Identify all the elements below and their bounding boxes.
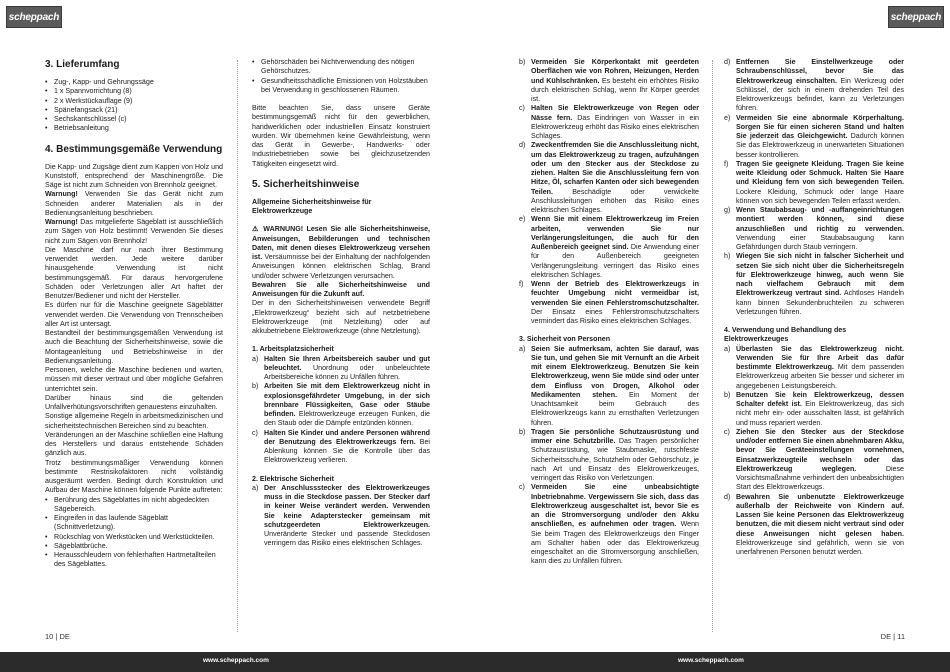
list-item: b) Benutzen Sie kein Elektrowerkzeug, dessen Schalter defekt ist. Ein Elektrowerkzeug, das sich nicht mehr ein- oder ausschalten lässt, ist gefährlich und muss repariert werden. [724,390,904,427]
item-bold: Wenn der Betrieb des Elektrowerkzeugs in feuchter Umgebung nicht vermeidbar ist, verwenden Sie einen Fehlerstromschutzschalter. [531,280,699,307]
list-item: h) Wiegen Sie sich nicht in falscher Sicherheit und setzen Sie sich nicht über die Sicherheitsregeln für Elektrowerkzeuge hinweg, auch wenn Sie nach vielfachem Gebrauch mit dem Elektrowerkzeug vertraut sind. Achtloses Handeln kann binnen Sekundenbruchteilen zu schweren Verletzungen führen. [724,252,904,316]
list-item: a) Seien Sie aufmerksam, achten Sie darauf, was Sie tun, und gehen Sie mit Vernunft an die Arbeit mit einem Elektrowerkzeug. Benutzen Sie kein Elektrowerkzeug, wenn Sie müde sind oder unter dem Einfluss von Drogen, Alkohol oder Medikamenten stehen. Ein Moment der Unachtsamkeit beim Gebrauch des Elektrowerkzeugs kann zu ernsthaften Verletzungen führen. [519,344,699,427]
subsection-title: 2. Elektrische Sicherheit [252,474,335,483]
item-bold: Der Anschlussstecker des Elektrowerkzeuges muss in die Steckdose passen. Der Stecker darf in keiner Weise verändert werden. Verwenden Sie keine Adapterstecker gemeinsam mit schutzgeerdeten Elektrowerkzeugen. [264,483,430,529]
list-item: d) Bewahren Sie unbenutzte Elektrowerkzeuge außerhalb der Reichweite von Kindern auf. Lassen Sie keine Personen das Elektrowerkzeug benutzen, die mit diesem nicht vertraut sind oder diese Anweisungen nicht gelesen haben. Elektrowerkzeuge sind gefährlich, wenn sie von unerfahrenen Personen benutzt werden. [724,492,904,556]
item-text: Der Einsatz eines Fehlerstromschutzschalters vermindert das Risiko eines elektrischen Schlages. [531,307,699,325]
item-text: Achtloses Handeln kann binnen Sekundenbruchteilen zu schweren Verletzungen führen. [736,289,904,316]
list-item: • Spänefangsack (21) [45,106,223,115]
list-item: f) Tragen Sie geeignete Kleidung. Tragen Sie keine weite Kleidung oder Schmuck. Halten Sie Haare und Kleidung fern von sich bewegenden Teilen. Lockere Kleidung, Schmuck oder lange Haare können von sich bewegenden Teilen erfasst werden. [724,159,904,205]
item-bold: Seien Sie aufmerksam, achten Sie darauf, was Sie tun, und gehen Sie mit Vernunft an die Arbeit mit einem Elektrowerkzeug. Benutzen Sie kein Elektrowerkzeug, wenn Sie müde sind oder unter dem Einfluss von Drogen, Alkohol oder Medikamenten stehen. [531,344,699,399]
list-item: • Gehörschäden bei Nichtverwendung des nötigen Gehörschutzes. [252,58,430,77]
column-divider [712,60,713,632]
item-bold: Vermeiden Sie Körperkontakt mit geerdeten Oberflächen wie von Rohren, Heizungen, Herden und Kühlschränken. [531,58,699,85]
subsection-title: 3. Sicherheit von Personen [519,335,611,344]
item-text: Ein Werkzeug oder Schlüssel, der sich in einem drehenden Teil des Elektrowerkzeugs befindet, kann zu Verletzungen führen. [736,76,904,113]
list-item: • Sägeblattbrüche. [45,542,223,551]
item-bold: Ziehen Sie den Stecker aus der Steckdose und/oder entfernen Sie einen abnehmbaren Akku, bevor Sie Geräteeinstellungen vornehmen, Einsatzwerkzeugteile wechseln oder das Elektrowerkzeug weglegen. [736,427,904,473]
item-bold: Bewahren Sie unbenutzte Elektrowerkzeuge außerhalb der Reichweite von Kindern auf. Lassen Sie keine Personen das Elektrowerkzeug benutzen, die mit diesem nicht vertraut sind oder diese Anweisungen nicht gelesen haben. [736,492,904,538]
list-item: • Herausschleudern von fehlerhaften Hartmetallteilen des Sägeblattes. [45,551,223,570]
warning-text: Versäumnisse bei der Einhaltung der nachfolgenden Anweisungen können elektrischen Schlag, Brand und/oder schwere Verletzungen verursachen. [252,253,430,280]
column-divider [237,60,238,632]
footer-bar [475,652,950,672]
logo-text: scheppach [890,11,942,23]
item-text: Diese Vorsichtsmaßnahme verhindert den unbeabsichtigten Start des Elektrowerkzeugs. [736,464,904,492]
list-item: d) Entfernen Sie Einstellwerkzeuge oder Schraubenschlüssel, bevor Sie das Elektrowerkzeug einschalten. Ein Werkzeug oder Schlüssel, der sich in einem drehenden Teil des Elektrowerkzeugs befindet, kann zu Verletzungen führen. [724,58,904,113]
list-item: • Eingreifen in das laufende Sägeblatt (Schnittverletzung). [45,514,223,533]
scheppach-logo [6,6,62,28]
item-text: Bei Ablenkung können Sie die Kontrolle über das Elektrowerkzeug verlieren. [264,437,430,465]
item-bold: Wenn Staubabsaug- und -auffangeinrichtungen montiert werden können, sind diese anzuschließen und richtig zu verwenden. [736,206,904,233]
list-item: g) Wenn Staubabsaug- und -auffangeinrichtungen montiert werden können, sind diese anzuschließen und richtig zu verwenden. Verwendung einer Staubabsaugung kann Gefährdungen durch Staub verringern. [724,206,904,251]
left-column-2 [252,58,430,549]
item-bold: Überlasten Sie das Elektrowerkzeug nicht. Verwenden Sie für Ihre Arbeit das dafür bestimmte Elektrowerkzeug. [736,344,904,371]
item-bold: Arbeiten Sie mit dem Elektrowerkzeug nicht in explosionsgefährdeter Umgebung, in der sich brennbare Flüssigkeiten, Gase oder Stäube befinden. [264,382,430,418]
list-item: d) Zweckentfremden Sie die Anschlussleitung nicht, um das Elektrowerkzeug zu tragen, aufzuhängen oder um den Stecker aus der Steckdose zu ziehen. Halten Sie die Anschlussleitung fern von Hitze, Öl, scharfen Kanten oder sich bewegenden Teilen. Beschädigte oder verwickelte Anschlussleitungen erhöhen das Risiko eines elektrischen Schlages. [519,141,699,214]
item-bold: Benutzen Sie kein Elektrowerkzeug, dessen Schalter defekt ist. [736,390,904,408]
subsection-title: 4. Verwendung und Behandlung des Elektrowerkzeuges [724,326,847,344]
paragraph: Bestandteil der bestimmungsgemäßen Verwendung ist auch die Beachtung der Sicherheitshinweise, sowie die Montageanleitung und Betriebshinweise in der Bedienungsanleitung. [45,329,223,365]
list-item: e) Wenn Sie mit einem Elektrowerkzeug im Freien arbeiten, verwenden Sie nur Verlängerungsleitungen, die auch für den Außenbereich geeignet sind. Die Anwendung einer für den Außenbereich geeigneten Verlängerungsleitung verringert das Risiko eines elektrischen Schlages. [519,215,699,279]
item-text: Ein Moment der Unachtsamkeit beim Gebrauch des Elektrowerkzeugs kann zu ernsthaften Verletzungen führen. [531,390,699,427]
list-item: • Gesundheitsschädliche Emissionen von Holzstäuben bei Verwendung in geschlossenen Räumen. [252,77,430,96]
list-item: c) Ziehen Sie den Stecker aus der Steckdose und/oder entfernen Sie einen abnehmbaren Akku, bevor Sie Geräteeinstellungen vornehmen, Einsatzwerkzeugteile wechseln oder das Elektrowerkzeug weglegen. Diese Vorsichtsmaßnahme verhindert den unbeabsichtigten Start des Elektrowerkzeugs. [724,427,904,492]
list-item: • Berührung des Sägeblattes im nicht abgedeckten Sägebereich. [45,496,223,515]
keep-instructions: Bewahren Sie alle Sicherheitshinweise und Anweisungen für die Zukunft auf. [252,280,430,298]
list-item: • 2 x Werkstückauflage (9) [45,97,223,106]
list-item: a) Überlasten Sie das Elektrowerkzeug nicht. Verwenden Sie für Ihre Arbeit das dafür bestimmte Elektrowerkzeug. Mit dem passenden Elektrowerkzeug arbeiten Sie besser und sicherer im angegebenen Leistungsbereich. [724,344,904,390]
list-item: b) Arbeiten Sie mit dem Elektrowerkzeug nicht in explosionsgefährdeter Umgebung, in der sich brennbare Flüssigkeiten, Gase oder Stäube befinden. Elektrowerkzeuge erzeugen Funken, die den Staub oder die Dämpfe entzünden können. [252,382,430,428]
list-item: e) Vermeiden Sie eine abnormale Körperhaltung. Sorgen Sie für einen sicheren Stand und halten Sie jederzeit das Gleichgewicht. Dadurch können Sie das Elektrowerkzeug in unerwarteten Situationen besser kontrollieren. [724,113,904,159]
right-column-2 [724,58,904,557]
paragraph: Es dürfen nur für die Maschine geeignete Sägeblätter verwendet werden. Die Verwendung von Trennscheiben aller Art ist untersagt. [45,301,223,328]
item-text: Elektrowerkzeuge erzeugen Funken, die den Staub oder die Dämpfe entzünden können. [264,410,430,428]
item-text: Lockere Kleidung, Schmuck oder lange Haare können von sich bewegenden Teilen erfasst werden. [736,187,904,205]
item-text: Beschädigte oder verwickelte Anschlussleitungen erhöhen das Risiko eines elektrischen Schlages. [531,187,699,214]
warning-paragraph [45,190,223,218]
list-item: f) Wenn der Betrieb des Elektrowerkzeugs in feuchter Umgebung nicht vermeidbar ist, verwenden Sie einen Fehlerstromschutzschalter. Der Einsatz eines Fehlerstromschutzschalters vermindert das Risiko eines elektrischen Schlages. [519,280,699,325]
paragraph: Sonstige allgemeine Regeln in arbeitsmedizinischen und sicherheitstechnischen Bereichen sind zu beachten. [45,412,223,430]
right-column-1 [519,58,699,567]
item-bold: Entfernen Sie Einstellwerkzeuge oder Schraubenschlüssel, bevor Sie das Elektrowerkzeug einschalten. [736,58,904,85]
list-item: • Sechskantschlüssel (c) [45,115,223,124]
item-text: Mit dem passenden Elektrowerkzeug arbeiten Sie besser und sicherer im angegebenen Leistungsbereich. [736,363,904,390]
paragraph: Personen, welche die Maschine bedienen und warten, müssen mit dieser vertraut und über mögliche Gefahren unterrichtet sein. [45,366,223,393]
list-item: a) Der Anschlussstecker des Elektrowerkzeuges muss in die Steckdose passen. Der Stecker darf in keiner Weise verändert werden. Verwenden Sie keine Adapterstecker gemeinsam mit schutzgeerdeten Elektrowerkzeugen. Unveränderte Stecker und passende Steckdosen verringern das Risiko eines elektrischen Schlages. [252,483,430,548]
list-item: b) Vermeiden Sie Körperkontakt mit geerdeten Oberflächen wie von Rohren, Heizungen, Herden und Kühlschränken. Es besteht ein erhöhtes Risiko durch elektrischen Schlag, wenn Ihr Körper geerdet ist. [519,58,699,103]
left-column-1 [45,58,223,570]
list-item: c) Halten Sie Elektrowerkzeuge von Regen oder Nässe fern. Das Eindringen von Wasser in ein Elektrowerkzeug erhöht das Risiko eines elektrischen Schlages. [519,104,700,140]
paragraph: Bitte beachten Sie, dass unsere Geräte bestimmungsgemäß nicht für den gewerblichen, handwerklichen oder industriellen Einsatz konstruiert wurden. Wir übernehmen keine Gewährleistung, wenn das Gerät in Gewerbe-, Handwerks- oder Industriebetrieben sowie bei gleichzusetzenden Tätigkeiten eingesetzt wird. [252,104,430,168]
page-number: 10 | DE [45,632,70,641]
item-text: Das Tragen persönlicher Schutzausrüstung, wie Staubmaske, rutschfeste Sicherheitsschuhe, Schutzhelm oder Gehörschutz, je nach Art und Einsatz des Elektrowerkzeuges, verringert das Risiko von Verletzungen. [531,437,699,482]
warning-bold: WARNUNG! Lesen Sie alle Sicherheitshinweise, Anweisungen, Bebilderungen und technischen Daten, mit denen dieses Elektrowerkzeug versehen ist. [252,225,430,261]
warning-text: Das mitgelieferte Sägeblatt ist ausschließlich zum Sägen von Holz bestimmt! Verwenden Sie dieses nicht zum Sägen von Brennholz! [45,218,223,245]
paragraph: Trotz bestimmungsmäßiger Verwendung können bestimmte Restrisikofaktoren nicht vollständig ausgeräumt werden. Bedingt durch Konstruktion und Aufbau der Maschine können folgende Punkte auftreten: [45,458,223,495]
item-text: Ein Elektrowerkzeug, das sich nicht mehr ein- oder ausschalten lässt, ist gefährlich und muss repariert werden. [736,400,904,427]
item-text: Elektrowerkzeuge sind gefährlich, wenn sie von unerfahrenen Personen benutzt werden. [736,538,904,556]
item-bold: Tragen Sie geeignete Kleidung. Tragen Sie keine weite Kleidung oder Schmuck. Halten Sie Haare und Kleidung fern von sich bewegenden Teilen. [736,159,904,187]
risk-list [45,496,223,570]
section-title-sicherheitshinweise: 5. Sicherheitshinweise [252,178,360,190]
right-page [475,0,950,672]
item-bold: Vermeiden Sie eine abnormale Körperhaltung. Sorgen Sie für einen sicheren Stand und halten Sie jederzeit das Gleichgewicht. [736,113,904,140]
item-bold: Wenn Sie mit einem Elektrowerkzeug im Freien arbeiten, verwenden Sie nur Verlängerungsleitungen, die auch für den Außenbereich geeignet sind. [531,215,699,251]
item-text: Verwendung einer Staubabsaugung kann Gefährdungen durch Staub verringern. [736,233,904,251]
item-text: Unordnung oder unbeleuchtete Arbeitsbereiche können zu Unfällen führen. [264,363,430,381]
list-item: • 1 x Spannvorrichtung (8) [45,87,223,96]
item-text: Die Anwendung einer für den Außenbereich geeigneten Verlängerungsleitung verringert das Risiko eines elektrischen Schlages. [531,243,699,279]
item-bold: Halten Sie Elektrowerkzeuge von Regen oder Nässe fern. [531,104,699,122]
item-bold: Zweckentfremden Sie die Anschlussleitung nicht, um das Elektrowerkzeug zu tragen, aufzuhängen oder um den Stecker aus der Steckdose zu ziehen. Halten Sie die Anschlussleitung fern von Hitze, Öl, scharfen Kanten oder sich bewegenden Teilen. [531,141,699,196]
delivery-list [45,78,223,134]
paragraph: Die Kapp- und Zugsäge dient zum Kappen von Holz und Kunststoff, entsprechend der Maschinengröße. Die Säge ist nicht zum Schneiden von Brennholz geeignet. [45,162,223,189]
subsection-title: Allgemeine Sicherheitshinweise für Elektrowerkzeuge [252,197,372,215]
warning-triangle-icon: ⚠ [252,225,260,234]
paragraph: Veränderungen an der Maschine schließen eine Haftung des Herstellers und daraus entstehende Schäden gänzlich aus. [45,430,223,458]
list-item: b) Tragen Sie persönliche Schutzausrüstung und immer eine Schutzbrille. Das Tragen persönlicher Schutzausrüstung, wie Staubmaske, rutschfeste Sicherheitsschuhe, Schutzhelm oder Gehörschutz, je nach Art und Einsatz des Elektrowerkzeuges, verringert das Risiko von Verletzungen. [519,427,699,482]
paragraph: Die Maschine darf nur nach ihrer Bestimmung verwendet werden. Jede weitere darüber hinausgehende Verwendung ist nicht bestimmungsgemäß. Für daraus hervorgerufene Schäden oder Verletzungen aller Art haftet der Benutzer/Bediener und nicht der Hersteller. [45,245,223,300]
item-text: Dadurch können Sie das Elektrowerkzeug in unerwarteten Situationen besser kontrollieren. [736,132,904,159]
paragraph: Darüber hinaus sind die geltenden Unfallverhütungsvorschriften genauestens einzuhalten. [45,393,223,411]
item-bold: Halten Sie Ihren Arbeitsbereich sauber und gut beleuchtet. [264,354,430,372]
list-item: • Rückschlag von Werkstücken und Werkstückteilen. [45,533,223,542]
warning-label: Warnung! [45,190,78,199]
subsection-title: 1. Arbeitsplatzsicherheit [252,345,334,354]
list-item: • Betriebsanleitung [45,124,223,133]
item-text: Es besteht ein erhöhtes Risiko durch elektrischen Schlag, wenn Ihr Körper geerdet ist. [531,76,699,103]
item-bold: Halten Sie Kinder und andere Personen während der Benutzung des Elektrowerkzeugs fern. [264,428,430,446]
warning-text: Verwenden Sie das Gerät nicht zum Schneiden anderer Materialien als in der Bedienungsanleitung beschrieben. [45,190,223,217]
warning-label: Warnung! [45,218,78,226]
section-title-verwendung: 4. Bestimmungsgemäße Verwendung [45,143,223,155]
item-bold: Vermeiden Sie eine unbeabsichtigte Inbetriebnahme. Vergewissern Sie sich, dass das Elektrowerkzeug ausgeschaltet ist, bevor Sie es an die Stromversorgung und/oder den Akku anschließen, es aufnehmen oder tragen. [531,483,699,529]
item-bold: Tragen Sie persönliche Schutzausrüstung und immer eine Schutzbrille. [531,427,699,445]
list-item: c) Vermeiden Sie eine unbeabsichtigte Inbetriebnahme. Vergewissern Sie sich, dass das Elektrowerkzeug ausgeschaltet ist, bevor Sie es an die Stromversorgung und/oder den Akku anschließen, es aufnehmen oder tragen. Wenn Sie beim Tragen des Elektrowerkzeugs den Finger am Schalter haben oder das Elektrowerkzeug eingeschaltet an die Stromversorgung anschließen, kann dies zu Unfällen führen. [519,483,699,566]
warning-paragraph [252,225,430,281]
scheppach-logo [888,6,944,28]
page-number: DE | 11 [880,632,905,641]
section-title-lieferumfang: 3. Lieferumfang [45,59,120,70]
logo-text: scheppach [8,11,60,23]
footer-url[interactable]: www.scheppach.com [203,657,269,664]
footer-url[interactable]: www.scheppach.com [678,657,744,664]
footer-bar [0,652,475,672]
list-item: a) Halten Sie Ihren Arbeitsbereich sauber und gut beleuchtet. Unordnung oder unbeleuchtete Arbeitsbereiche können zu Unfällen führen. [252,354,430,381]
paragraph: Der in den Sicherheitshinweisen verwendete Begriff „Elektrowerkzeug“ bezieht sich auf netzbetriebene Elektrowerkzeuge (mit Netzleitung) oder auf akkubetriebene Elektrowerkzeuge (ohne Netzleitung). [252,299,430,335]
item-text: Das Eindringen von Wasser in ein Elektrowerkzeug erhöht das Risiko eines elektrischen Schlages. [531,113,700,140]
item-text: Unveränderte Stecker und passende Steckdosen verringern das Risiko eines elektrischen Schlages. [264,530,430,548]
item-bold: Wiegen Sie sich nicht in falscher Sicherheit und setzen Sie sich nicht über die Sicherheitsregeln für Elektrowerkzeuge hinweg, auch wenn Sie nach vielfachem Gebrauch mit dem Elektrowerkzeug vertraut sind. [736,252,904,298]
list-item: c) Halten Sie Kinder und andere Personen während der Benutzung des Elektrowerkzeugs fern. Bei Ablenkung können Sie die Kontrolle über das Elektrowerkzeug verlieren. [252,428,430,465]
item-text: Wenn Sie beim Tragen des Elektrowerkzeugs den Finger am Schalter haben oder das Elektrowerkzeug eingeschaltet an die Stromversorgung anschließen, kann dies zu Unfällen führen. [531,520,699,566]
warning-paragraph [45,218,223,246]
risk-list-continued [252,58,430,95]
list-item: • Zug-, Kapp- und Gehrungssäge [45,78,223,87]
